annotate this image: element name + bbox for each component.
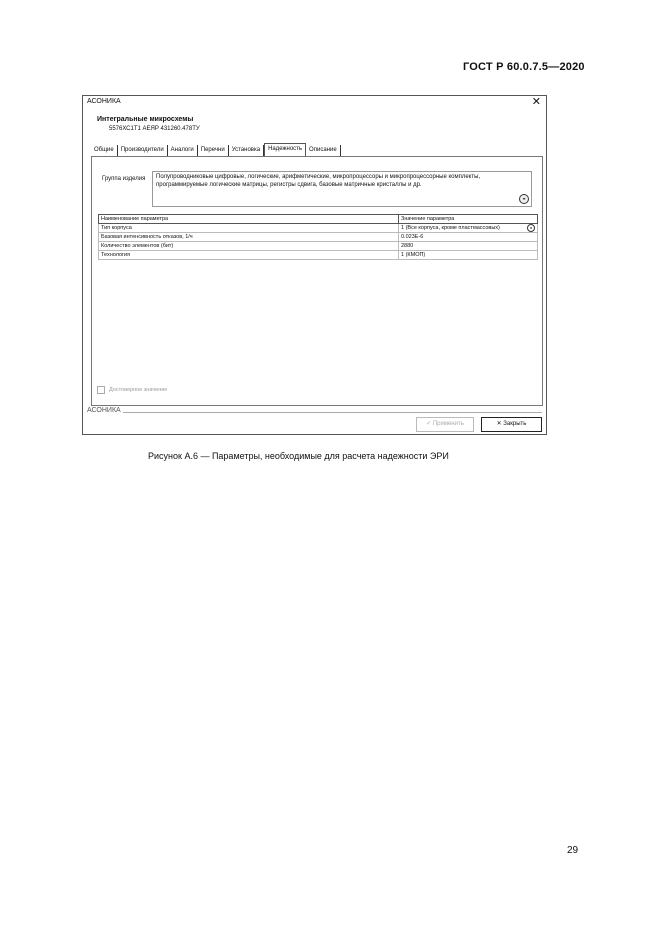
param-name: Технология	[99, 251, 399, 260]
param-value-cell[interactable]	[399, 224, 538, 233]
group-text: Полупроводниковые цифровые, логические, арифметические, микропроцессоры и микропроцессорные комплекты, программируемые логические матрицы, регистры сдвига, базовые матричные кристаллы и др.	[156, 174, 481, 188]
param-value[interactable]: 0.023E-6	[399, 233, 538, 242]
table-row[interactable]	[99, 251, 538, 260]
object-subtitle: 5576ХС1Т1 АЕЯР 431260.478ТУ	[109, 126, 200, 132]
reliable-value-option	[97, 386, 167, 394]
app-window	[82, 95, 547, 435]
select-value-icon[interactable]: ◒	[527, 224, 535, 232]
group-field[interactable]	[152, 171, 532, 207]
page-number: 29	[567, 845, 579, 856]
tab-manufacturers[interactable]: Производители	[118, 145, 168, 157]
param-value[interactable]: 1 (КМОП)	[399, 251, 538, 260]
footer-divider	[123, 412, 542, 413]
tab-description[interactable]: Описание	[306, 145, 341, 157]
param-name: Тип корпуса	[99, 224, 399, 233]
window-title: АСОНИКА	[87, 98, 121, 105]
param-name: Базовая интенсивность отказов, 1/ч	[99, 233, 399, 242]
tab-lists[interactable]: Перечни	[198, 145, 229, 157]
column-header-name: Наименование параметра	[99, 215, 399, 224]
param-value: 1 (Все корпуса, кроме пластмассовых)	[401, 225, 500, 231]
tab-installation[interactable]: Установка	[229, 145, 264, 157]
parameter-table	[98, 214, 538, 260]
reliability-panel	[91, 156, 543, 406]
group-label: Группа изделия	[102, 176, 146, 182]
footer-brand: АСОНИКА	[87, 407, 121, 414]
tab-general[interactable]: Общие	[91, 145, 118, 157]
table-header-row	[99, 215, 538, 224]
column-header-value: Значение параметра	[399, 215, 538, 224]
table-row[interactable]	[99, 233, 538, 242]
edit-group-icon[interactable]: ◒	[519, 194, 529, 204]
reliable-value-checkbox[interactable]	[97, 386, 105, 394]
tab-reliability[interactable]: Надежность	[264, 143, 306, 157]
document-header: ГОСТ Р 60.0.7.5—2020	[463, 61, 585, 73]
tab-analogs[interactable]: Аналоги	[168, 145, 198, 157]
close-icon[interactable]: ✕	[531, 96, 541, 108]
param-value[interactable]: 2880	[399, 242, 538, 251]
table-row[interactable]	[99, 224, 538, 233]
apply-button[interactable]: ✓ Применить	[416, 417, 474, 432]
table-row[interactable]	[99, 242, 538, 251]
object-title: Интегральные микросхемы	[97, 116, 194, 123]
close-button[interactable]: ✕ Закрыть	[481, 417, 542, 432]
checkbox-label: Достоверное значение	[109, 387, 168, 393]
figure-caption: Рисунок А.6 — Параметры, необходимые для расчета надежности ЭРИ	[148, 451, 449, 461]
param-name: Количество элементов (бит)	[99, 242, 399, 251]
